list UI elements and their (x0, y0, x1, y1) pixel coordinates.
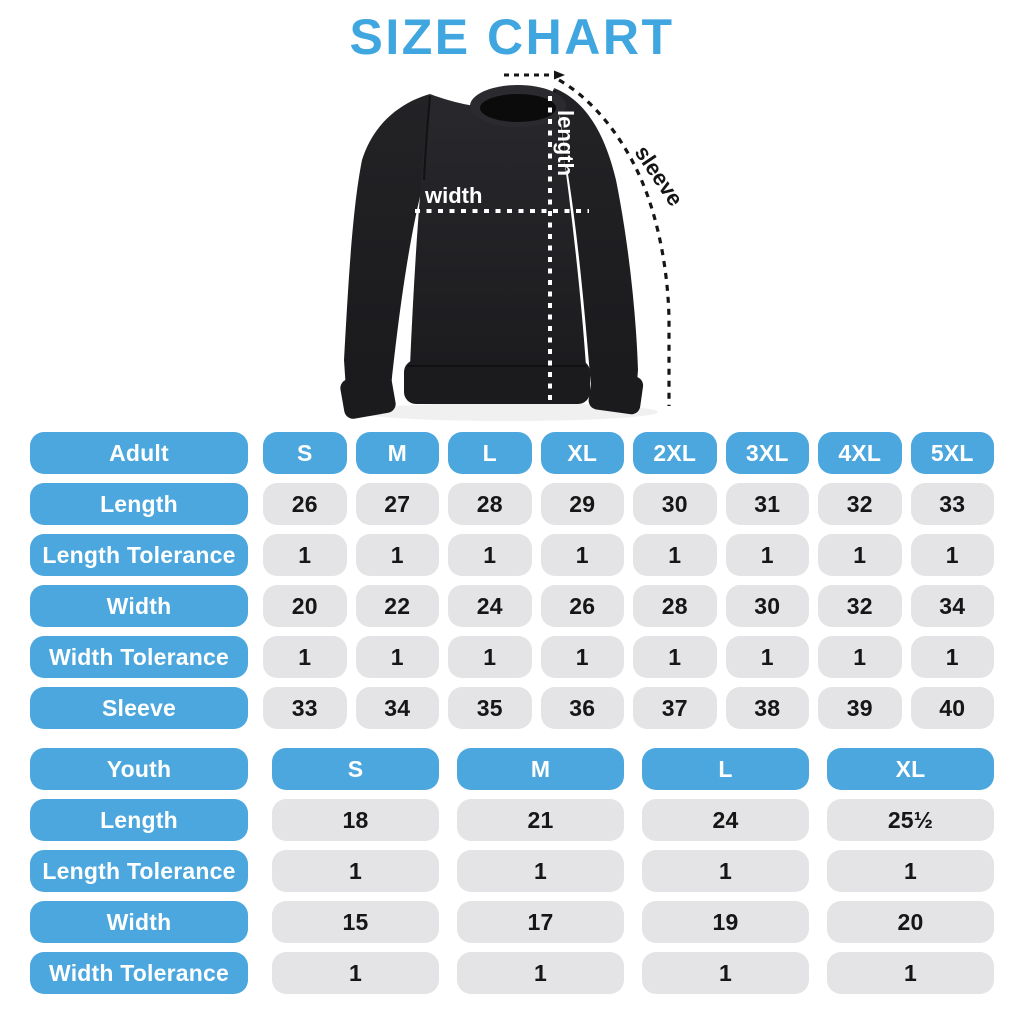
adult-cell-r3c5: 1 (726, 636, 810, 678)
youth-cell-r2c3: 20 (827, 901, 994, 943)
adult-header-row (30, 432, 994, 474)
youth-cell-r0c3: 25½ (827, 799, 994, 841)
adult-row-3 (30, 636, 994, 678)
youth-cell-r3c2: 1 (642, 952, 809, 994)
adult-cell-r4c0: 33 (263, 687, 347, 729)
youth-row-2 (30, 901, 994, 943)
adult-cell-r0c7: 33 (911, 483, 995, 525)
adult-cell-r4c1: 34 (356, 687, 440, 729)
youth-cell-r3c0: 1 (272, 952, 439, 994)
adult-cell-r3c0: 1 (263, 636, 347, 678)
adult-cell-r0c6: 32 (818, 483, 902, 525)
page-title: SIZE CHART (349, 9, 675, 65)
top-measure-arrow (554, 71, 565, 80)
adult-cell-r1c6: 1 (818, 534, 902, 576)
youth-cell-r1c3: 1 (827, 850, 994, 892)
youth-row-0 (30, 799, 994, 841)
adult-cell-r3c4: 1 (633, 636, 717, 678)
adult-row-4 (30, 687, 994, 729)
youth-row-1 (30, 850, 994, 892)
width-label: width (425, 183, 483, 208)
adult-row-label-2: Width (30, 585, 248, 627)
adult-cell-r3c6: 1 (818, 636, 902, 678)
adult-cell-r3c3: 1 (541, 636, 625, 678)
youth-cell-r1c1: 1 (457, 850, 624, 892)
adult-size-col-4: 2XL (633, 432, 717, 474)
collar-opening (480, 94, 556, 122)
adult-table-title: Adult (30, 432, 248, 474)
size-tables (0, 432, 1024, 994)
youth-cell-r3c1: 1 (457, 952, 624, 994)
youth-cell-r2c1: 17 (457, 901, 624, 943)
sleeve-label: sleeve (629, 140, 689, 211)
youth-cell-r2c0: 15 (272, 901, 439, 943)
youth-cell-r1c0: 1 (272, 850, 439, 892)
youth-row-label-2: Width (30, 901, 248, 943)
right-cuff (587, 371, 644, 416)
sweatshirt-illustration (332, 60, 692, 432)
adult-cell-r3c1: 1 (356, 636, 440, 678)
adult-cell-r0c1: 27 (356, 483, 440, 525)
adult-row-label-4: Sleeve (30, 687, 248, 729)
youth-cell-r2c2: 19 (642, 901, 809, 943)
youth-size-col-1: M (457, 748, 624, 790)
adult-cell-r2c4: 28 (633, 585, 717, 627)
adult-cell-r2c5: 30 (726, 585, 810, 627)
adult-row-2 (30, 585, 994, 627)
youth-row-label-3: Width Tolerance (30, 952, 248, 994)
adult-cell-r3c2: 1 (448, 636, 532, 678)
adult-cell-r2c1: 22 (356, 585, 440, 627)
adult-cell-r0c5: 31 (726, 483, 810, 525)
adult-cell-r4c2: 35 (448, 687, 532, 729)
youth-cell-r1c2: 1 (642, 850, 809, 892)
length-label: length (553, 110, 578, 176)
adult-row-label-0: Length (30, 483, 248, 525)
adult-cell-r2c2: 24 (448, 585, 532, 627)
adult-cell-r1c7: 1 (911, 534, 995, 576)
adult-cell-r4c5: 38 (726, 687, 810, 729)
youth-cell-r3c3: 1 (827, 952, 994, 994)
adult-cell-r1c5: 1 (726, 534, 810, 576)
adult-row-label-1: Length Tolerance (30, 534, 248, 576)
adult-cell-r2c0: 20 (263, 585, 347, 627)
adult-size-col-7: 5XL (911, 432, 995, 474)
youth-cell-r0c0: 18 (272, 799, 439, 841)
adult-row-label-3: Width Tolerance (30, 636, 248, 678)
adult-cell-r2c6: 32 (818, 585, 902, 627)
youth-size-col-3: XL (827, 748, 994, 790)
adult-size-col-0: S (263, 432, 347, 474)
adult-cell-r2c7: 34 (911, 585, 995, 627)
adult-cell-r1c4: 1 (633, 534, 717, 576)
adult-row-0 (30, 483, 994, 525)
youth-cell-r0c2: 24 (642, 799, 809, 841)
youth-row-label-1: Length Tolerance (30, 850, 248, 892)
adult-cell-r4c7: 40 (911, 687, 995, 729)
adult-cell-r3c7: 1 (911, 636, 995, 678)
adult-size-col-2: L (448, 432, 532, 474)
adult-cell-r4c6: 39 (818, 687, 902, 729)
adult-size-col-6: 4XL (818, 432, 902, 474)
adult-cell-r1c2: 1 (448, 534, 532, 576)
adult-size-col-1: M (356, 432, 440, 474)
adult-cell-r4c4: 37 (633, 687, 717, 729)
youth-cell-r0c1: 21 (457, 799, 624, 841)
adult-size-table (30, 432, 994, 729)
youth-size-table (30, 748, 994, 994)
adult-cell-r1c1: 1 (356, 534, 440, 576)
youth-row-label-0: Length (30, 799, 248, 841)
adult-cell-r0c0: 26 (263, 483, 347, 525)
adult-cell-r0c2: 28 (448, 483, 532, 525)
adult-cell-r0c3: 29 (541, 483, 625, 525)
youth-row-3 (30, 952, 994, 994)
adult-cell-r1c3: 1 (541, 534, 625, 576)
sweatshirt-diagram (332, 60, 692, 432)
adult-size-col-5: 3XL (726, 432, 810, 474)
youth-header-row (30, 748, 994, 790)
youth-size-col-0: S (272, 748, 439, 790)
adult-row-1 (30, 534, 994, 576)
youth-size-col-2: L (642, 748, 809, 790)
adult-size-col-3: XL (541, 432, 625, 474)
youth-table-title: Youth (30, 748, 248, 790)
adult-cell-r0c4: 30 (633, 483, 717, 525)
adult-cell-r4c3: 36 (541, 687, 625, 729)
adult-cell-r2c3: 26 (541, 585, 625, 627)
adult-cell-r1c0: 1 (263, 534, 347, 576)
